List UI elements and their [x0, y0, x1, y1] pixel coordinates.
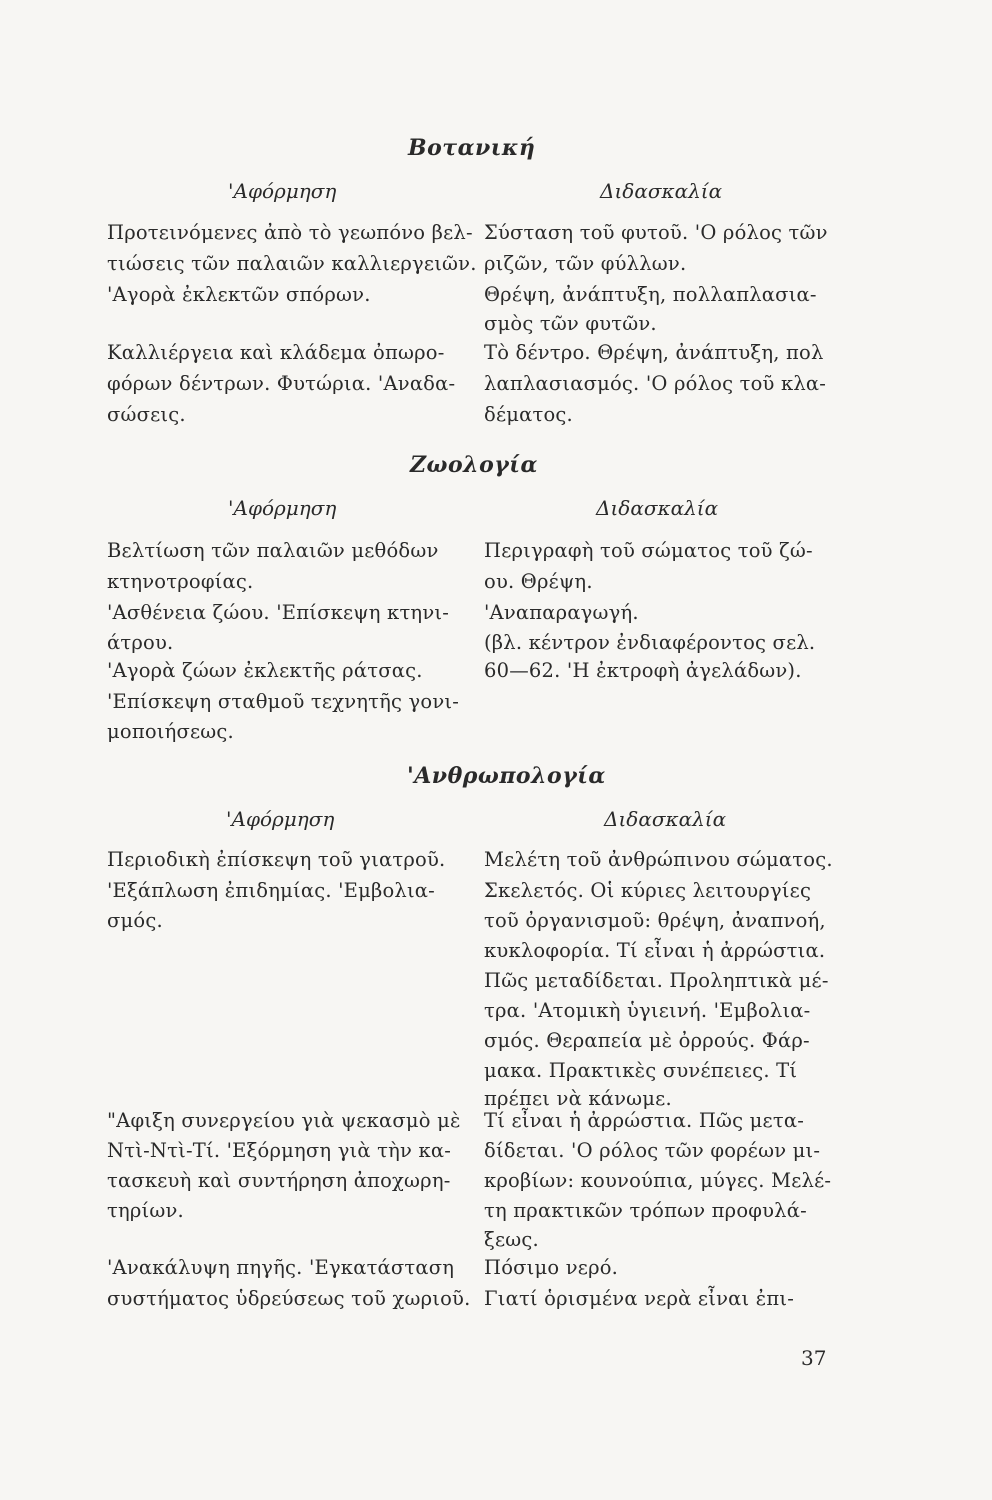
text-line: ξεως.: [484, 1228, 539, 1251]
text-line: Περιοδικὴ ἐπίσκεψη τοῦ γιατροῦ.: [107, 848, 446, 871]
text-line: σμός. Θεραπεία μὲ ὀρρούς. Φάρ-: [484, 1029, 810, 1052]
text-line: 'Αναπαραγωγή.: [484, 601, 639, 624]
right-column-heading: Διδασκαλία: [604, 807, 727, 831]
text-line: τρα. 'Ατομικὴ ὑγιεινή. 'Εμβολια-: [484, 999, 811, 1022]
text-line: 'Επίσκεψη σταθμοῦ τεχνητῆς γονι-: [107, 690, 460, 713]
text-line: ου. Θρέψη.: [484, 570, 593, 593]
section-title-botany: Βοτανική: [408, 135, 536, 161]
text-line: Σύσταση τοῦ φυτοῦ. 'Ο ρόλος τῶν: [484, 221, 828, 244]
left-column-heading: 'Αφόρμηση: [226, 807, 335, 831]
text-line: κυκλοφορία. Τί εἶναι ἡ ἀρρώστια.: [484, 939, 826, 962]
text-line: (βλ. κέντρον ἐνδιαφέροντος σελ.: [484, 631, 816, 654]
section-title-anthropology: 'Ανθρωπολογία: [407, 763, 606, 789]
text-line: Πόσιμο νερό.: [484, 1256, 619, 1279]
text-line: μακα. Πρακτικὲς συνέπειες. Τί: [484, 1059, 798, 1082]
left-column-heading: 'Αφόρμηση: [228, 179, 337, 203]
text-line: Τὸ δέντρο. Θρέψη, ἀνάπτυξη, πολ: [484, 341, 824, 364]
text-line: λαπλασιασμός. 'Ο ρόλος τοῦ κλα-: [484, 372, 827, 395]
text-line: 60—62. 'Η ἐκτροφὴ ἀγελάδων).: [484, 659, 802, 682]
text-line: Πῶς μεταδίδεται. Προληπτικὰ μέ-: [484, 969, 829, 992]
text-line: δέματος.: [484, 403, 573, 426]
text-line: μοποιήσεως.: [107, 720, 234, 743]
section-title-zoology: Ζωολογία: [410, 452, 538, 478]
left-column-heading: 'Αφόρμηση: [228, 496, 337, 520]
text-line: σμός.: [107, 909, 163, 932]
text-line: τοῦ ὀργανισμοῦ: θρέψη, ἀναπνοή,: [484, 909, 826, 932]
text-line: 'Αγορὰ ἐκλεκτῶν σπόρων.: [107, 283, 371, 306]
text-line: Τί εἶναι ἡ ἀρρώστια. Πῶς μετα-: [484, 1109, 804, 1132]
text-line: 'Αγορὰ ζώων ἐκλεκτῆς ράτσας.: [107, 659, 423, 682]
text-line: Θρέψη, ἀνάπτυξη, πολλαπλασια-: [484, 283, 817, 306]
text-line: φόρων δέντρων. Φυτώρια. 'Αναδα-: [107, 372, 456, 395]
text-line: σώσεις.: [107, 403, 186, 426]
text-line: συστήματος ὑδρεύσεως τοῦ χωριοῦ.: [107, 1287, 471, 1310]
text-line: κτηνοτροφίας.: [107, 570, 254, 593]
text-line: Βελτίωση τῶν παλαιῶν μεθόδων: [107, 539, 439, 562]
text-line: Περιγραφὴ τοῦ σώματος τοῦ ζώ-: [484, 539, 813, 562]
text-line: Προτεινόμενες ἀπὸ τὸ γεωπόνο βελ-: [107, 221, 473, 244]
text-line: Μελέτη τοῦ ἀνθρώπινου σώματος.: [484, 848, 833, 871]
right-column-heading: Διδασκαλία: [600, 179, 723, 203]
text-line: άτρου.: [107, 631, 174, 654]
text-line: 'Ασθένεια ζώου. 'Επίσκεψη κτηνι-: [107, 601, 450, 624]
text-line: Γιατί ὁρισμένα νερὰ εἶναι ἐπι-: [484, 1287, 795, 1310]
text-line: Καλλιέργεια καὶ κλάδεμα ὀπωρο-: [107, 341, 445, 364]
text-line: τη πρακτικῶν τρόπων προφυλά-: [484, 1199, 807, 1222]
text-line: κροβίων: κουνούπια, μύγες. Μελέ-: [484, 1169, 832, 1192]
text-line: 'Ανακάλυψη πηγῆς. 'Εγκατάσταση: [107, 1256, 455, 1279]
text-line: τιώσεις τῶν παλαιῶν καλλιεργειῶν.: [107, 252, 477, 275]
text-line: 'Εξάπλωση ἐπιδημίας. 'Εμβολια-: [107, 879, 435, 902]
text-line: Σκελετός. Οἱ κύριες λειτουργίες: [484, 879, 812, 902]
text-line: σμὸς τῶν φυτῶν.: [484, 312, 657, 335]
text-line: δίδεται. 'Ο ρόλος τῶν φορέων μι-: [484, 1139, 821, 1162]
right-column-heading: Διδασκαλία: [596, 496, 719, 520]
text-line: τασκευὴ καὶ συντήρηση ἀποχωρη-: [107, 1169, 451, 1192]
text-line: πρέπει νὰ κάνωμε.: [484, 1087, 672, 1110]
text-line: ριζῶν, τῶν φύλλων.: [484, 252, 687, 275]
page-number: 37: [801, 1346, 827, 1370]
text-line: τηρίων.: [107, 1199, 184, 1222]
text-line: Ντὶ-Ντὶ-Τί. 'Εξόρμηση γιὰ τὴν κα-: [107, 1139, 452, 1162]
text-line: "Αφιξη συνεργείου γιὰ ψεκασμὸ μὲ: [107, 1109, 461, 1132]
